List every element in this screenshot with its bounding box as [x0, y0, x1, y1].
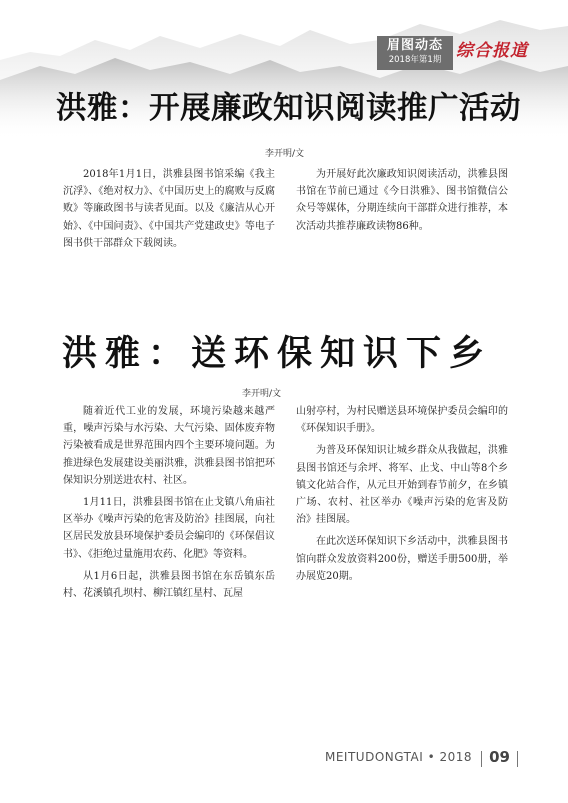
article2-left-column	[63, 403, 275, 607]
article1-left-column	[63, 166, 275, 257]
article1-paragraph: 2018年1月1日，洪雅县图书馆采编《我主沉浮》、《绝对权力》、《中国历史上的腐败与反腐败》等廉政图书与读者见面。以及《廉洁从心开始》、《中国问责》、《中国共产党建政史》等电子图书供干部群众下载阅读。	[63, 169, 275, 249]
column-header-block	[377, 36, 453, 70]
article2-paragraph: 为普及环保知识让城乡群众从我做起，洪雅县图书馆还与余坪、将军、止戈、中山等8个乡镇文化站合作，从元旦开始到春节前夕，在乡镇广场、农村、社区举办《噪声污染的危害及防治》挂图展。	[296, 445, 508, 526]
article2-paragraph: 从1月6日起，洪雅县图书馆在东岳镇东岳村、花溪镇孔坝村、柳江镇红星村、瓦屋	[63, 570, 275, 600]
footer-divider	[481, 751, 482, 767]
article1-right-column	[296, 166, 508, 240]
column-title: 眉图动态	[386, 38, 443, 53]
issue-label: 2018年第1期	[388, 55, 442, 65]
article1-title: 洪雅：开展廉政知识阅读推广活动	[56, 90, 521, 126]
article2-paragraph: 在此次送环保知识下乡活动中，洪雅县图书馆向群众发放资料200份，赠送手册500册，举办展览20期。	[296, 536, 508, 582]
footer-divider	[517, 751, 518, 767]
article2-paragraph-continuation: 山射亭村，为村民赠送县环境保护委员会编印的《环保知识手册》。	[296, 406, 508, 435]
article2-right-column	[296, 403, 508, 590]
article2-paragraph: 1月11日，洪雅县图书馆在止戈镇八角庙社区举办《噪声污染的危害及防治》挂图展，向社区居民发放县环境保护委员会编印的《环保倡议书》、《拒绝过量施用农药、化肥》等资料。	[63, 497, 275, 560]
magazine-name: MEITUDONGTAI • 2018	[324, 750, 472, 764]
page-number: 09	[489, 748, 510, 766]
article2-paragraph: 随着近代工业的发展，环境污染越来越严重，噪声污染与水污染、大气污染、固体废弃物污染被看成是世界范围内四个主要环境问题。为推进绿色发展建设美丽洪雅，洪雅县图书馆把环保知识分别送进农村、社区。	[63, 406, 275, 486]
article2-title: 洪雅：送环保知识下乡	[62, 334, 493, 374]
article1-author: 李开明/文	[265, 149, 305, 159]
page-footer	[0, 750, 540, 768]
column-tag: 综合报道	[456, 41, 528, 61]
article2-author: 李开明/文	[242, 389, 282, 399]
article1-paragraph: 为开展好此次廉政知识阅读活动，洪雅县图书馆在节前已通过《今日洪雅》、图书馆微信公众号等媒体，分期连续向干部群众进行推荐，本次活动共推荐廉政读物86种。	[296, 169, 508, 232]
